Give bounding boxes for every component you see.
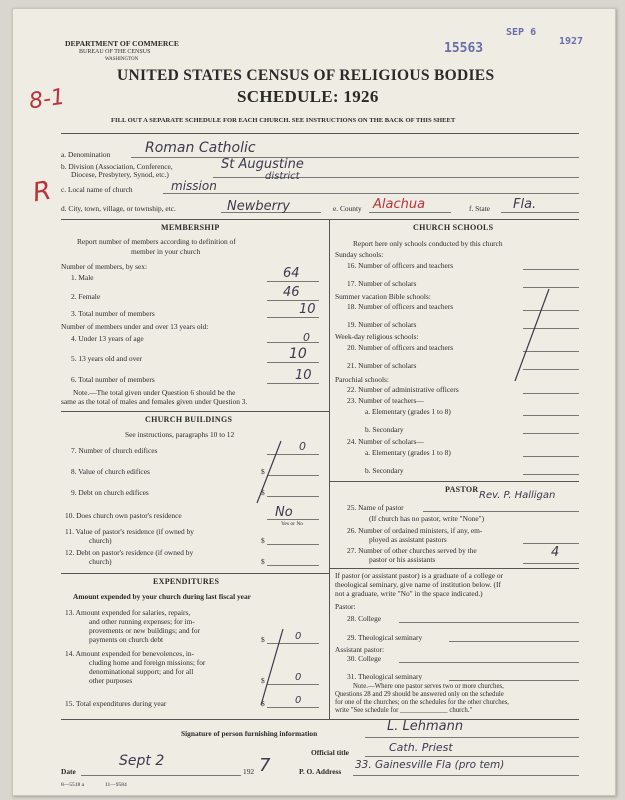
local-name-line: [163, 193, 579, 194]
footer-divider: [61, 719, 579, 720]
graduate-note-3: not a graduate, write "No" in the space indicated.): [335, 589, 483, 598]
division-value-2: district: [265, 171, 300, 182]
yes-no-hint: Yes or No: [281, 521, 304, 527]
pastor-sublabel: Pastor:: [335, 602, 356, 611]
pastor-note-3: for one of the churches; on the schedules for the other churches,: [335, 699, 510, 706]
q9-label: 9. Debt on church edifices: [71, 488, 149, 497]
q10-value: No: [275, 505, 293, 520]
q11-label-2: church): [89, 536, 112, 545]
buildings-strike-mark: [237, 437, 297, 507]
q15-value: 0: [295, 695, 302, 706]
q12-line: [267, 565, 319, 566]
q26-label-2: ployed as assistant pastors: [369, 535, 447, 544]
membership-heading: MEMBERSHIP: [161, 223, 220, 232]
q31-line: [449, 680, 579, 681]
margin-mark-2: R: [30, 175, 54, 209]
denomination-value: Roman Catholic: [145, 140, 256, 156]
q23b-label: b. Secondary: [365, 425, 404, 434]
membership-note-2: same as the total of males and females given under Question 3.: [61, 397, 248, 406]
q17-label: 17. Number of scholars: [347, 279, 417, 288]
q13-dollar: $: [261, 635, 265, 644]
schools-strike-mark: [509, 285, 559, 385]
division-value-1: St Augustine: [221, 157, 304, 172]
q25-note: (If church has no pastor, write "None"): [369, 514, 485, 523]
q27-line: [523, 563, 579, 564]
department-label: DEPARTMENT OF COMMERCE: [65, 39, 179, 48]
q29-label: 29. Theological seminary: [347, 633, 423, 642]
q19-label: 19. Number of scholars: [347, 320, 417, 329]
q13-line-2: and other running expenses; for im-: [89, 617, 195, 626]
q30-line: [399, 662, 579, 663]
q3-label: 3. Total number of members: [71, 309, 155, 318]
buildings-divider: [61, 573, 329, 574]
print-number: 11—9584: [105, 782, 127, 788]
q23a-line: [523, 415, 579, 416]
q11-line: [267, 544, 319, 545]
q15-dollar: $: [261, 699, 265, 708]
q26-label-1: 26. Number of ordained ministers, if any, em-: [347, 526, 483, 535]
weekday-label: Week-day religious schools:: [335, 332, 419, 341]
q15-label: 15. Total expenditures during year: [65, 699, 167, 708]
county-value: Alachua: [373, 197, 426, 212]
q14-line-2: cluding home and foreign missions; for: [89, 658, 206, 667]
q12-label-1: 12. Debt on pastor's residence (if owned by: [65, 548, 194, 557]
date-label: Date: [61, 767, 76, 776]
q10-label: 10. Does church own pastor's residence: [65, 511, 182, 520]
q25-label: 25. Name of pastor: [347, 503, 404, 512]
by-sex-label: Number of members, by sex:: [61, 262, 147, 271]
q12-dollar: $: [261, 557, 265, 566]
q13-line-3: provements or new buildings; and for: [89, 626, 201, 635]
q13-line-4: payments on church debt: [89, 635, 164, 644]
membership-intro-2: member in your church: [131, 247, 201, 256]
form-instruction: FILL OUT A SEPARATE SCHEDULE FOR EACH CHURCH. SEE INSTRUCTIONS ON THE BACK OF THIS SHEET: [111, 117, 456, 124]
form-number: 8—5518 a: [61, 782, 85, 788]
city-town-value: Newberry: [227, 199, 290, 214]
q6-label: 6. Total number of members: [71, 375, 155, 384]
expenditures-intro: Amount expended by your church during last fiscal year: [73, 592, 251, 601]
buildings-heading: CHURCH BUILDINGS: [145, 415, 233, 424]
q1-value: 64: [283, 266, 300, 281]
q3-value: 10: [299, 302, 316, 317]
q14-line-3: denominational support; and for all: [89, 667, 194, 676]
state-label: f. State: [469, 204, 490, 213]
official-title-label: Official title: [311, 748, 349, 757]
q31-label: 31. Theological seminary: [347, 672, 423, 681]
q7-label: 7. Number of church edifices: [71, 446, 158, 455]
form-subtitle: SCHEDULE: 1926: [237, 87, 379, 106]
q1-label: 1. Male: [71, 273, 94, 282]
q26-line: [523, 543, 579, 544]
q30-label: 30. College: [347, 654, 382, 663]
assistant-sublabel: Assistant pastor:: [335, 645, 385, 654]
q27-value: 4: [551, 545, 560, 560]
q6-line: [267, 383, 319, 384]
q24-label: 24. Number of scholars—: [347, 437, 424, 446]
q29-line: [449, 641, 579, 642]
q28-line: [399, 622, 579, 623]
po-address-value: 33. Gainesville Fla (pro tem): [355, 759, 505, 771]
q24b-label: b. Secondary: [365, 466, 404, 475]
q3-line: [267, 317, 319, 318]
q9-dollar: $: [261, 488, 265, 497]
po-address-line: [353, 775, 579, 776]
q5-label: 5. 13 years old and over: [71, 354, 143, 363]
local-name-label: c. Local name of church: [61, 185, 133, 194]
q16-label: 16. Number of officers and teachers: [347, 261, 454, 270]
pastor-divider: [329, 568, 579, 569]
received-stamp-year: 1927: [559, 36, 584, 47]
q12-label-2: church): [89, 557, 112, 566]
date-line: [81, 775, 241, 776]
graduate-note-1: If pastor (or assistant pastor) is a graduate of a college or: [335, 571, 504, 580]
local-name-value: mission: [171, 179, 217, 193]
schools-divider: [329, 481, 579, 482]
denomination-label: a. Denomination: [61, 150, 111, 159]
q22-line: [523, 393, 579, 394]
q23b-line: [523, 433, 579, 434]
column-divider: [329, 219, 330, 719]
po-address-label: P. O. Address: [299, 767, 342, 776]
q14-dollar: $: [261, 676, 265, 685]
margin-mark-1: 8-1: [27, 84, 67, 115]
sunday-label: Sunday schools:: [335, 250, 384, 259]
date-value: Sept 2: [119, 753, 165, 769]
q11-dollar: $: [261, 536, 265, 545]
q28-label: 28. College: [347, 614, 382, 623]
parochial-label: Parochial schools:: [335, 375, 389, 384]
membership-divider: [61, 411, 329, 412]
graduate-note-2: theological seminary, give name of institution below. (If: [335, 580, 501, 589]
q8-label: 8. Value of church edifices: [71, 467, 150, 476]
q4-line: [267, 342, 319, 343]
q27-label-2: pastor or his assistants: [369, 555, 436, 564]
bureau-label: BUREAU OF THE CENSUS: [79, 49, 151, 55]
schools-heading: CHURCH SCHOOLS: [413, 223, 494, 232]
q21-label: 21. Number of scholars: [347, 361, 417, 370]
official-title-line: [365, 756, 579, 757]
q27-label-1: 27. Number of other churches served by the: [347, 546, 477, 555]
q6-value: 10: [295, 368, 312, 383]
county-label: e. County: [333, 204, 362, 213]
q11-label-1: 11. Value of pastor's residence (if owned by: [65, 527, 194, 536]
signature-value: L. Lehmann: [387, 719, 464, 734]
signature-line: [365, 737, 579, 738]
division-label-1: b. Division (Association, Conference,: [61, 162, 173, 171]
q20-label: 20. Number of officers and teachers: [347, 343, 454, 352]
pastor-note-1: Note.—Where one pastor serves two or more churches,: [353, 683, 504, 690]
city-label: WASHINGTON: [105, 57, 139, 62]
q24b-line: [523, 474, 579, 475]
q4-label: 4. Under 13 years of age: [71, 334, 144, 343]
q25-line: [423, 511, 579, 512]
q22-label: 22. Number of administrative officers: [347, 385, 459, 394]
q1-line: [267, 281, 319, 282]
q23a-label: a. Elementary (grades 1 to 8): [365, 407, 451, 416]
denomination-line: [131, 157, 579, 158]
form-title: UNITED STATES CENSUS OF RELIGIOUS BODIES: [117, 67, 495, 84]
pastor-note-4: write "See schedule for ______________ church.": [335, 707, 473, 714]
state-line: [501, 212, 579, 213]
summer-label: Summer vacation Bible schools:: [335, 292, 431, 301]
header-divider: [61, 133, 579, 134]
pastor-heading: PASTOR: [445, 485, 479, 494]
q14-line-4: other purposes: [89, 676, 133, 685]
q2-value: 46: [283, 285, 300, 300]
year-prefix: 192: [243, 767, 255, 776]
q7-value: 0: [299, 440, 306, 453]
q5-line: [267, 362, 319, 363]
q5-value: 10: [289, 346, 307, 362]
q14-value: 0: [295, 672, 302, 683]
q24a-label: a. Elementary (grades 1 to 8): [365, 448, 451, 457]
q18-label: 18. Number of officers and teachers: [347, 302, 454, 311]
q25-value: Rev. P. Halligan: [479, 490, 556, 501]
division-label-2: Diocese, Presbytery, Synod, etc.): [71, 170, 169, 179]
q16-line: [523, 269, 579, 270]
q13-value: 0: [295, 631, 302, 642]
fields-divider: [61, 219, 579, 220]
schools-intro: Report here only schools conducted by this church: [353, 239, 503, 248]
age-intro: Number of members under and over 13 years old:: [61, 322, 209, 331]
year-value: 7: [259, 755, 271, 776]
pastor-note-2: Questions 28 and 29 should be answered only on the schedule: [335, 691, 504, 698]
q4-value: 0: [303, 331, 310, 344]
membership-intro-1: Report number of members according to definition of: [77, 237, 236, 246]
signature-label: Signature of person furnishing information: [181, 729, 318, 738]
census-schedule-sheet: [12, 8, 616, 796]
expenditures-strike-mark: [253, 627, 293, 709]
state-value: Fla.: [513, 197, 537, 212]
q8-dollar: $: [261, 467, 265, 476]
q2-line: [267, 300, 319, 301]
q2-label: 2. Female: [71, 292, 101, 301]
city-town-label: d. City, town, village, or township, etc.: [61, 204, 176, 213]
expenditures-heading: EXPENDITURES: [153, 577, 220, 586]
buildings-intro: See instructions, paragraphs 10 to 12: [125, 430, 235, 439]
official-title-value: Cath. Priest: [389, 741, 453, 754]
q13-line-1: 13. Amount expended for salaries, repairs,: [65, 608, 191, 617]
q24a-line: [523, 456, 579, 457]
q14-line-1: 14. Amount expended for benevolences, in-: [65, 649, 195, 658]
received-stamp-date: SEP 6: [506, 27, 537, 38]
q23-label: 23. Number of teachers—: [347, 396, 424, 405]
received-stamp-number: 15563: [444, 41, 484, 56]
county-line: [369, 212, 451, 213]
membership-note-1: Note.—The total given under Question 6 should be the: [73, 388, 236, 397]
